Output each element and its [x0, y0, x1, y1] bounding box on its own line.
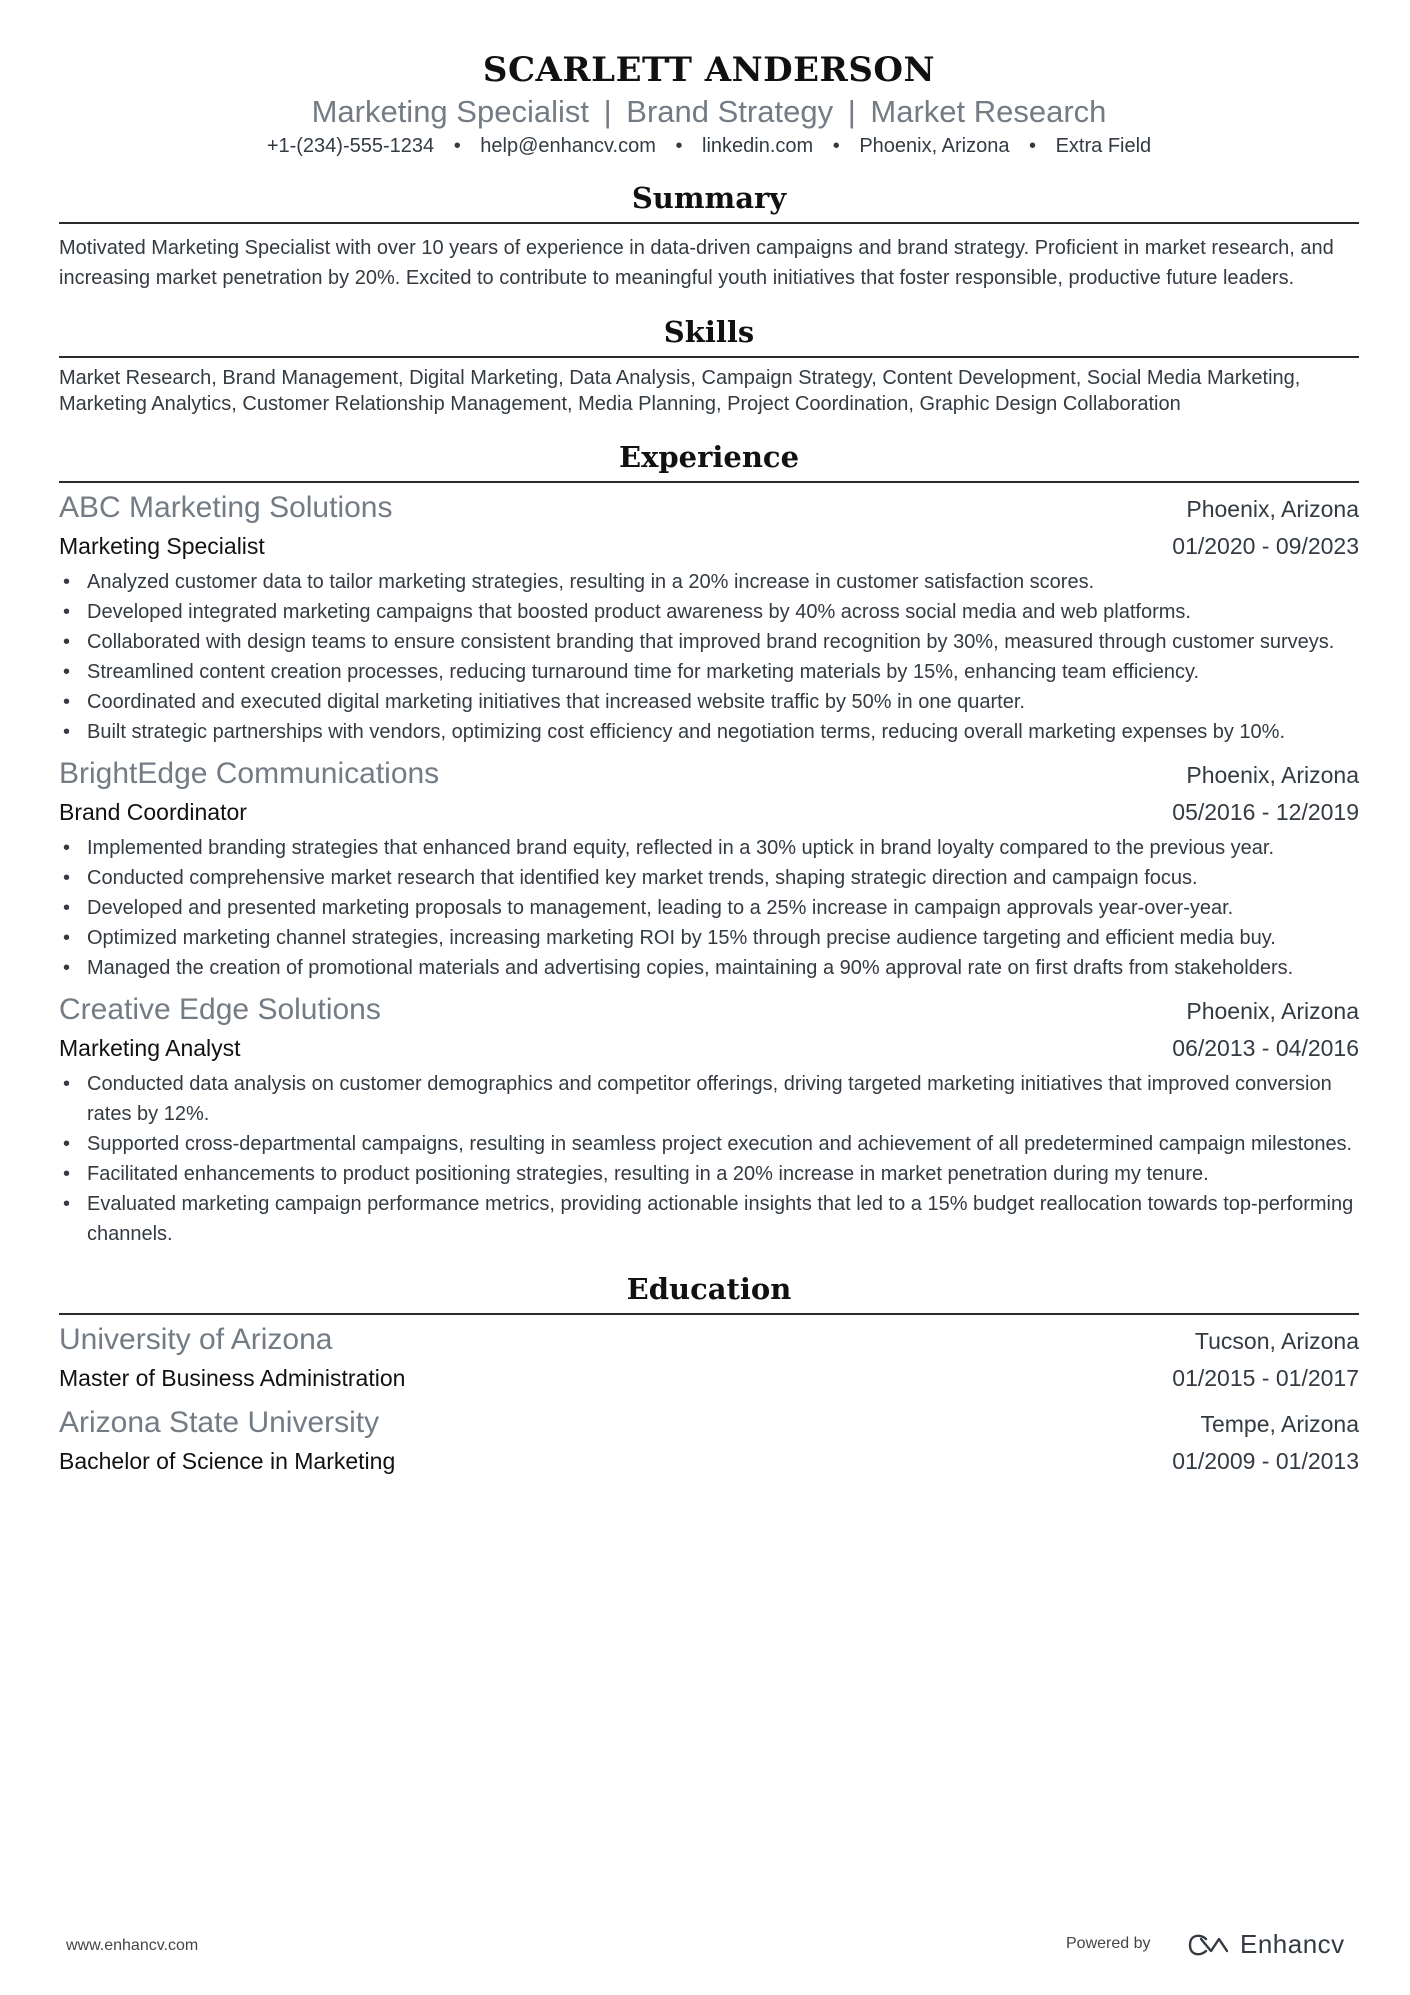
section-divider [59, 481, 1359, 483]
school-name: Arizona State University [59, 1406, 380, 1439]
enhancv-logo-icon [1186, 1933, 1232, 1957]
summary-section [59, 180, 1359, 293]
achievement-item: • Built strategic partnerships with vendors, optimizing cost efficiency and negotiation terms, reducing overall marketing expenses by 10%. [59, 717, 1359, 747]
job-dates: 01/2020 - 09/2023 [1172, 533, 1359, 559]
section-divider [59, 222, 1359, 224]
achievement-list [59, 567, 1359, 747]
education-heading: Education [626, 1272, 792, 1306]
headline-separator: | [603, 94, 612, 129]
education-entry [59, 1321, 1359, 1396]
headline-title-2: Brand Strategy [626, 94, 834, 129]
contact-email[interactable]: help@enhancv.com [480, 135, 656, 157]
achievement-item: • Collaborated with design teams to ensure consistent branding that improved brand recognition by 30%, measured through customer surveys. [59, 627, 1359, 657]
achievement-item: • Supported cross-departmental campaigns, resulting in seamless project execution and achievement of all predetermined campaign milestones. [59, 1129, 1359, 1159]
contact-line [59, 132, 1359, 160]
achievement-item: • Evaluated marketing campaign performance metrics, providing actionable insights that led to a 15% budget reallocation towards top-performing channels. [59, 1189, 1359, 1249]
achievement-item: • Managed the creation of promotional materials and advertising copies, maintaining a 90% approval rate on first drafts from stakeholders. [59, 953, 1359, 983]
experience-entry [59, 755, 1359, 983]
contact-separator: • [832, 135, 840, 157]
job-location: Phoenix, Arizona [1186, 998, 1359, 1024]
experience-heading: Experience [618, 440, 800, 474]
job-title: Marketing Specialist [59, 533, 265, 559]
section-divider [59, 1313, 1359, 1315]
education-dates: 01/2009 - 01/2013 [1172, 1448, 1359, 1474]
achievement-item: • Conducted data analysis on customer demographics and competitor offerings, driving targeted marketing initiatives that improved conversion rates by 12%. [59, 1069, 1359, 1129]
headline [59, 92, 1359, 132]
job-title: Brand Coordinator [59, 799, 247, 825]
skills-section [59, 314, 1359, 417]
headline-title-1: Marketing Specialist [311, 94, 589, 129]
enhancv-brand[interactable] [1186, 1929, 1345, 1960]
job-location: Phoenix, Arizona [1186, 496, 1359, 522]
achievement-list [59, 1069, 1359, 1249]
contact-phone[interactable]: +1-(234)-555-1234 [266, 135, 435, 157]
education-dates: 01/2015 - 01/2017 [1172, 1365, 1359, 1391]
skills-list: Market Research, Brand Management, Digital Marketing, Data Analysis, Campaign Strategy, Content Development, Social Media Marketing, Marketing Analytics, Customer Relationship Management, Media Planning, Project Coordination, Graphic Design Collaboration [59, 367, 1301, 415]
enhancv-brand-name: Enhancv [1240, 1929, 1345, 1959]
job-location: Phoenix, Arizona [1186, 762, 1359, 788]
contact-separator: • [1029, 135, 1037, 157]
job-title: Marketing Analyst [59, 1035, 241, 1061]
page-footer [0, 1929, 1410, 1963]
company-name: Creative Edge Solutions [59, 993, 381, 1026]
contact-separator: • [675, 135, 683, 157]
headline-separator: | [847, 94, 856, 129]
contact-extra-field: Extra Field [1055, 135, 1152, 157]
achievement-item: • Conducted comprehensive market research that identified key market trends, shaping strategic direction and campaign focus. [59, 863, 1359, 893]
footer-website-link[interactable]: www.enhancv.com [66, 1937, 199, 1954]
school-name: University of Arizona [59, 1323, 333, 1356]
contact-separator: • [453, 135, 461, 157]
powered-by-label: Powered by [1066, 1935, 1151, 1952]
candidate-name: SCARLETT ANDERSON [482, 50, 936, 90]
contact-location: Phoenix, Arizona [859, 135, 1010, 157]
experience-section [59, 439, 1359, 1249]
company-name: ABC Marketing Solutions [59, 491, 393, 524]
achievement-list [59, 833, 1359, 983]
company-name: BrightEdge Communications [59, 757, 440, 790]
section-divider [59, 356, 1359, 358]
education-entry [59, 1404, 1359, 1479]
job-dates: 06/2013 - 04/2016 [1172, 1035, 1359, 1061]
headline-title-3: Market Research [870, 94, 1107, 129]
school-location: Tucson, Arizona [1194, 1328, 1359, 1354]
summary-text: Motivated Marketing Specialist with over 10 years of experience in data-driven campaigns and brand strategy. Proficient in market research, and increasing market penetration by 20%. Excited to contribute to meaningful youth initiatives that foster responsible, productive future leaders. [59, 237, 1334, 289]
experience-entry [59, 991, 1359, 1249]
achievement-item: • Coordinated and executed digital marketing initiatives that increased website traffic by 50% in one quarter. [59, 687, 1359, 717]
degree-name: Bachelor of Science in Marketing [59, 1448, 396, 1474]
achievement-item: • Implemented branding strategies that enhanced brand equity, reflected in a 30% uptick in brand loyalty compared to the previous year. [59, 833, 1359, 863]
school-location: Tempe, Arizona [1200, 1411, 1359, 1437]
job-dates: 05/2016 - 12/2019 [1172, 799, 1359, 825]
experience-entry [59, 489, 1359, 747]
achievement-item: • Developed and presented marketing proposals to management, leading to a 25% increase in campaign approvals year-over-year. [59, 893, 1359, 923]
education-section [59, 1271, 1359, 1479]
achievement-item: • Facilitated enhancements to product positioning strategies, resulting in a 20% increase in market penetration during my tenure. [59, 1159, 1359, 1189]
degree-name: Master of Business Administration [59, 1365, 406, 1391]
achievement-item: • Analyzed customer data to tailor marketing strategies, resulting in a 20% increase in customer satisfaction scores. [59, 567, 1359, 597]
achievement-item: • Developed integrated marketing campaigns that boosted product awareness by 40% across social media and web platforms. [59, 597, 1359, 627]
achievement-item: • Optimized marketing channel strategies, increasing marketing ROI by 15% through precise audience targeting and efficient media buy. [59, 923, 1359, 953]
summary-heading: Summary [631, 181, 787, 215]
achievement-item: • Streamlined content creation processes, reducing turnaround time for marketing materials by 15%, enhancing team efficiency. [59, 657, 1359, 687]
resume-page [59, 48, 1359, 1479]
skills-heading: Skills [663, 315, 755, 349]
contact-linkedin[interactable]: linkedin.com [702, 135, 814, 157]
